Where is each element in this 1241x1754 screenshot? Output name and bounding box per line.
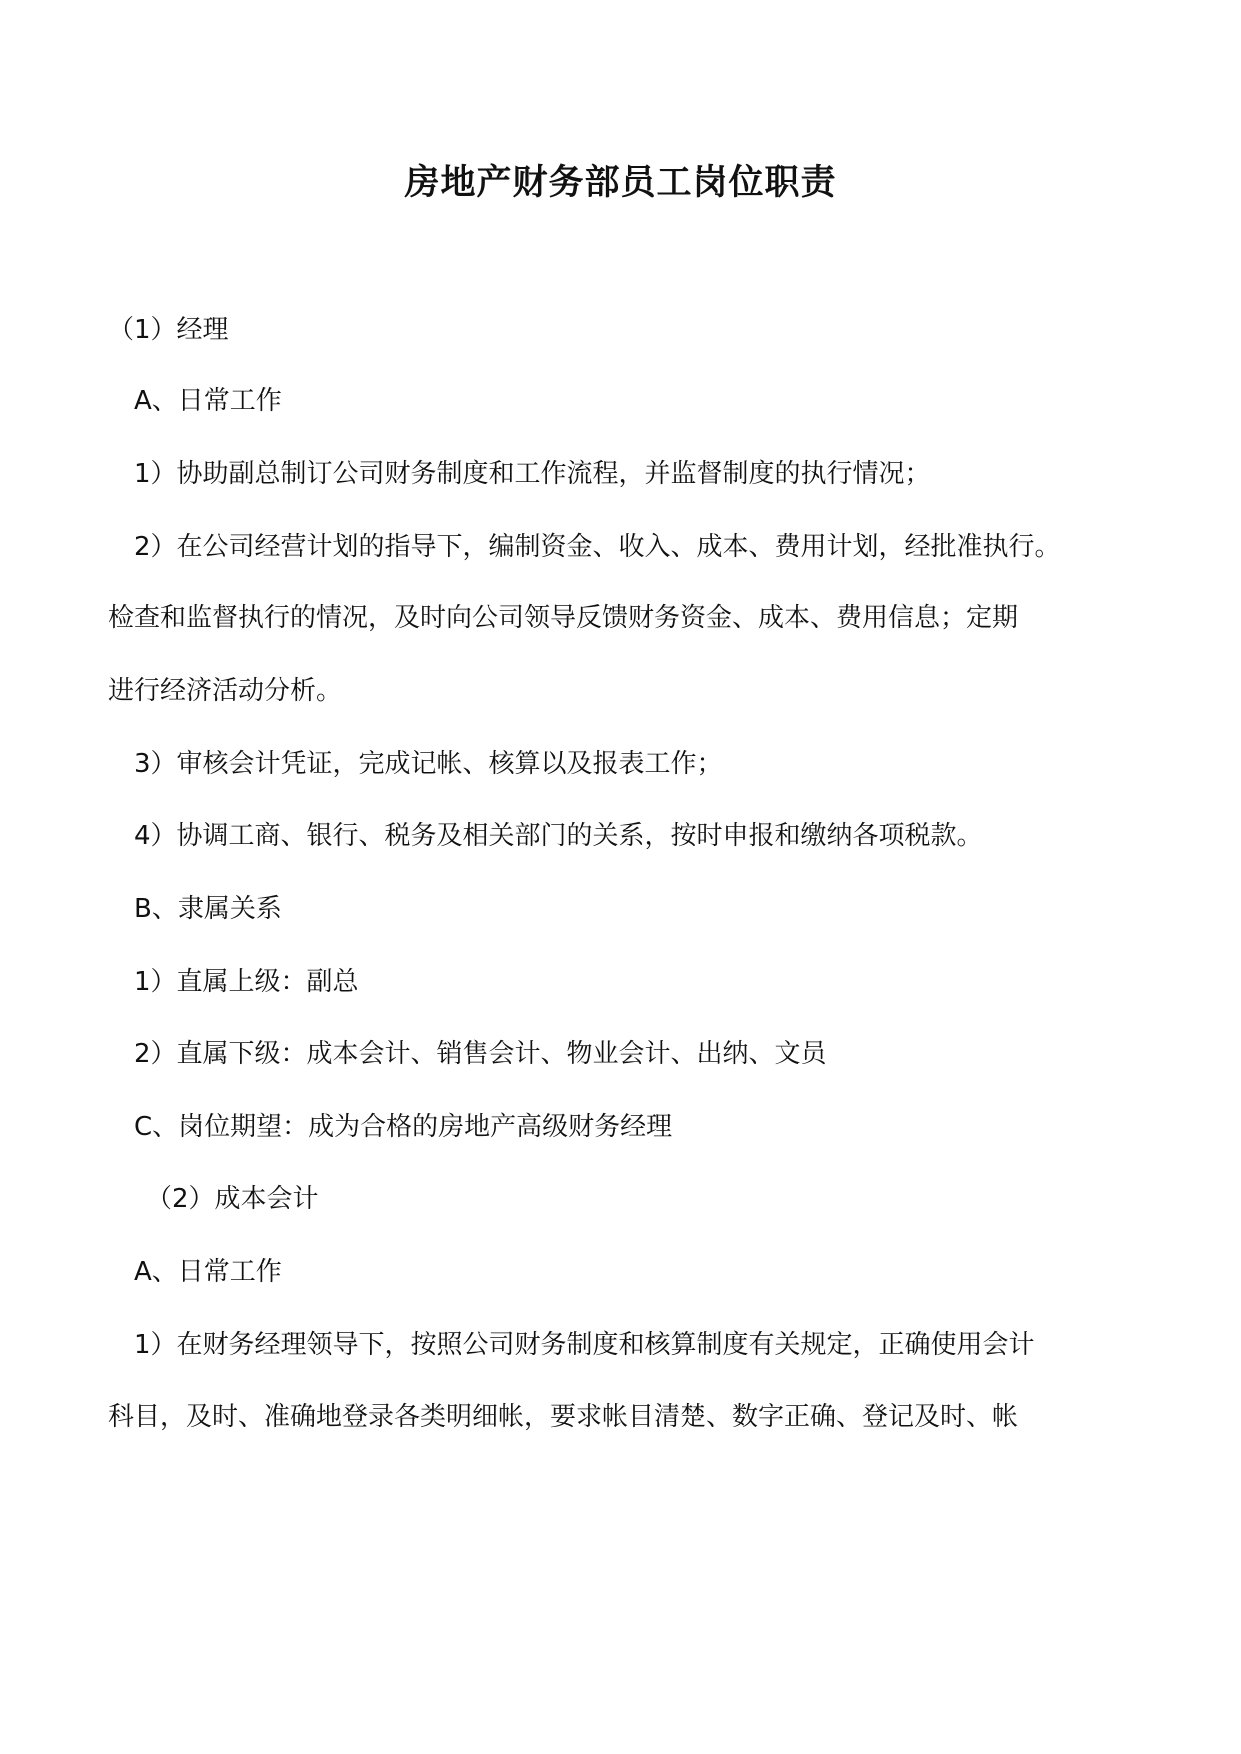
paragraph-line: 1）在财务经理领导下，按照公司财务制度和核算制度有关规定，正确使用会计	[134, 1330, 1035, 1360]
paragraph-line: 3）审核会计凭证，完成记帐、核算以及报表工作；	[134, 749, 723, 779]
paragraph-line: 1）直属上级：副总	[134, 967, 359, 997]
section-heading-manager: （1）经理	[108, 315, 229, 345]
subsection-heading-daily-work: A、日常工作	[134, 386, 282, 416]
subsection-heading-reporting: B、隶属关系	[134, 894, 282, 924]
paragraph-line: 进行经济活动分析。	[108, 676, 343, 706]
paragraph-line: 2）直属下级：成本会计、销售会计、物业会计、出纳、文员	[134, 1039, 827, 1069]
paragraph-line: 检查和监督执行的情况，及时向公司领导反馈财务资金、成本、费用信息；定期	[108, 603, 1019, 633]
document-title: 房地产财务部员工岗位职责	[404, 162, 837, 203]
subsection-heading-daily-work: A、日常工作	[134, 1257, 282, 1287]
paragraph-line: 1）协助副总制订公司财务制度和工作流程，并监督制度的执行情况；	[134, 459, 931, 489]
paragraph-line: 科目，及时、准确地登录各类明细帐，要求帐目清楚、数字正确、登记及时、帐	[108, 1402, 1019, 1432]
subsection-heading-expectation: C、岗位期望：成为合格的房地产高级财务经理	[134, 1112, 673, 1142]
paragraph-line: 4）协调工商、银行、税务及相关部门的关系，按时申报和缴纳各项税款。	[134, 821, 983, 851]
section-heading-cost-accountant: （2）成本会计	[146, 1184, 319, 1214]
paragraph-line: 2）在公司经营计划的指导下，编制资金、收入、成本、费用计划，经批准执行。	[134, 532, 1061, 562]
